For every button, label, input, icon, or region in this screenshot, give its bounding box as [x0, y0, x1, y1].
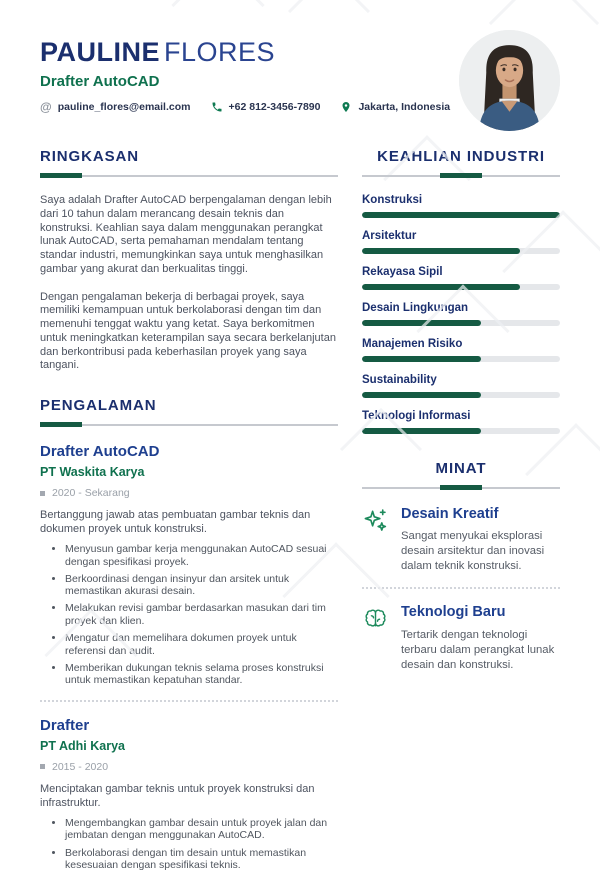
- skill-label: Arsitektur: [362, 230, 417, 242]
- section-divider: [362, 173, 560, 178]
- skill-bar-fill: [362, 284, 520, 290]
- skill-item: [362, 302, 560, 326]
- job-bullet: • Menyusun gambar kerja menggunakan AutoCAD sesuai dengan spesifikasi proyek.: [65, 543, 338, 568]
- skill-label: Desain Lingkungan: [362, 302, 469, 314]
- left-column: [40, 148, 338, 876]
- email-at-icon: @: [40, 100, 52, 115]
- phone-value: +62 812-3456-7890: [228, 101, 321, 114]
- skill-bar-fill: [362, 212, 560, 218]
- skill-bar-track: [362, 392, 560, 398]
- phone-icon: [211, 101, 223, 113]
- experience-section: [40, 397, 338, 872]
- skill-bar-track: [362, 284, 560, 290]
- square-bullet-icon: [40, 491, 45, 496]
- interest-body: [401, 506, 560, 574]
- interest-description: Tertarik dengan teknologi terbaru dalam perangkat lunak desain dan konstruksi.: [401, 628, 555, 671]
- skill-item: [362, 266, 560, 290]
- dotted-divider: [40, 700, 338, 702]
- skill-label: Manajemen Risiko: [362, 338, 463, 350]
- job-title: Drafter AutoCAD: [40, 443, 160, 460]
- square-bullet-icon: [40, 764, 45, 769]
- content-columns: [0, 148, 600, 876]
- first-name: PAULINE: [40, 37, 161, 67]
- job-title: Drafter: [40, 716, 90, 734]
- job-bullet-list: [40, 543, 338, 687]
- right-column: [362, 148, 560, 876]
- page-title: [40, 38, 450, 66]
- job-bullet: • Mengembangkan gambar desain untuk proyek jalan dan jembatan dengan menggunakan AutoCAD.: [65, 817, 338, 842]
- job-bullet-list: [40, 817, 338, 872]
- summary-section: [40, 148, 338, 373]
- job-company: PT Adhi Karya: [40, 738, 125, 753]
- skill-item: [362, 410, 560, 434]
- location-pin-icon: [340, 101, 352, 113]
- skill-bar-track: [362, 212, 560, 218]
- dotted-divider: [362, 587, 560, 589]
- skill-bar-track: [362, 320, 560, 326]
- interest-title: Desain Kreatif: [401, 506, 499, 522]
- job-bullet: • Memberikan dukungan teknis selama proses konstruksi untuk memastikan kepatuhan standar.: [65, 662, 338, 687]
- skill-item: [362, 194, 560, 218]
- contact-phone: [211, 101, 321, 113]
- location-value: Jakarta, Indonesia: [358, 101, 451, 114]
- job-bullet: • Berkolaborasi dengan tim desain untuk memastikan kesesuaian dengan spesifikasi teknis.: [65, 847, 338, 872]
- interest-description: Sangat menyukai eksplorasi desain arsitektur dan inovasi dalam teknik konstruksi.: [401, 530, 545, 573]
- brain-icon: [362, 604, 389, 632]
- email-value: pauline_flores@email.com: [57, 101, 191, 114]
- experience-heading: PENGALAMAN: [40, 397, 157, 414]
- interest-title: Teknologi Baru: [401, 604, 506, 621]
- job-period: [40, 487, 338, 499]
- contact-email: [40, 101, 191, 113]
- job-period-value: 2020 - Sekarang: [52, 487, 130, 499]
- skill-bar-track: [362, 428, 560, 434]
- skills-section: [362, 148, 560, 434]
- skill-label: Sustainability: [362, 374, 437, 386]
- skill-bar-track: [362, 248, 560, 254]
- header-identity: [40, 38, 450, 113]
- job-bullet: • Melakukan revisi gambar berdasarkan masukan dari tim proyek dan klien.: [65, 602, 338, 627]
- job-bullet: • Mengatur dan memelihara dokumen proyek untuk referensi dan audit.: [65, 632, 338, 657]
- job-description: Bertanggung jawab atas pembuatan gambar teknis dan dokumen proyek untuk konstruksi.: [40, 509, 311, 535]
- skill-item: [362, 230, 560, 254]
- skill-bar-fill: [362, 428, 481, 434]
- interest-item: [362, 506, 560, 574]
- job-period-value: 2015 - 2020: [52, 760, 109, 773]
- job-description: Menciptakan gambar teknis untuk proyek konstruksi dan infrastruktur.: [40, 782, 315, 809]
- interest-item: [362, 604, 560, 672]
- interests-heading: MINAT: [435, 460, 487, 477]
- skill-bar-fill: [362, 248, 520, 254]
- section-divider: [40, 173, 338, 178]
- contact-row: [40, 101, 450, 113]
- avatar-illustration: [459, 30, 560, 131]
- interests-section: [362, 460, 560, 673]
- skill-label: Rekayasa Sipil: [362, 266, 443, 278]
- job-period: [40, 761, 338, 773]
- avatar: [459, 30, 560, 131]
- job-company: PT Waskita Karya: [40, 465, 145, 479]
- last-name: FLORES: [164, 37, 276, 67]
- section-divider: [40, 422, 338, 427]
- interest-body: [401, 604, 560, 672]
- skill-item: [362, 338, 560, 362]
- experience-entry: [40, 717, 338, 872]
- contact-location: [340, 101, 450, 113]
- skill-bar-fill: [362, 320, 481, 326]
- skill-label: Konstruksi: [362, 194, 423, 206]
- skill-item: [362, 374, 560, 398]
- header: [0, 0, 600, 131]
- sparkles-icon: [362, 506, 389, 534]
- experience-entry: [40, 443, 338, 687]
- skill-bar-track: [362, 356, 560, 362]
- skill-label: Teknologi Informasi: [362, 410, 471, 422]
- summary-paragraph: Saya adalah Drafter AutoCAD berpengalaman dengan lebih dari 10 tahun dalam merancang desain teknis dan konstruksi. Keahlian saya dalam menggunakan perangkat lunak AutoCAD, serta pemahaman mendalam tentang standar industri, memungkinkan saya untuk menghasilkan gambar yang akurat dan berkualitas tinggi.: [40, 194, 332, 275]
- skills-heading: KEAHLIAN INDUSTRI: [377, 148, 545, 165]
- job-bullet: • Berkoordinasi dengan insinyur dan arsitek untuk memastikan akurasi desain.: [65, 573, 338, 598]
- summary-heading: RINGKASAN: [40, 148, 139, 165]
- skill-bar-fill: [362, 356, 481, 362]
- summary-paragraph: Dengan pengalaman bekerja di berbagai proyek, saya memiliki kemampuan untuk berkolaborasi dengan tim dan memenuhi tenggat waktu yang ketat. Saya berkomitmen untuk meningkatkan keterampilan saya secara berkelanjutan dan berkontribusi pada keberhasilan proyek yang saya tangani.: [40, 290, 336, 372]
- skill-bar-fill: [362, 392, 481, 398]
- section-divider: [362, 485, 560, 490]
- job-role: Drafter AutoCAD: [40, 73, 160, 91]
